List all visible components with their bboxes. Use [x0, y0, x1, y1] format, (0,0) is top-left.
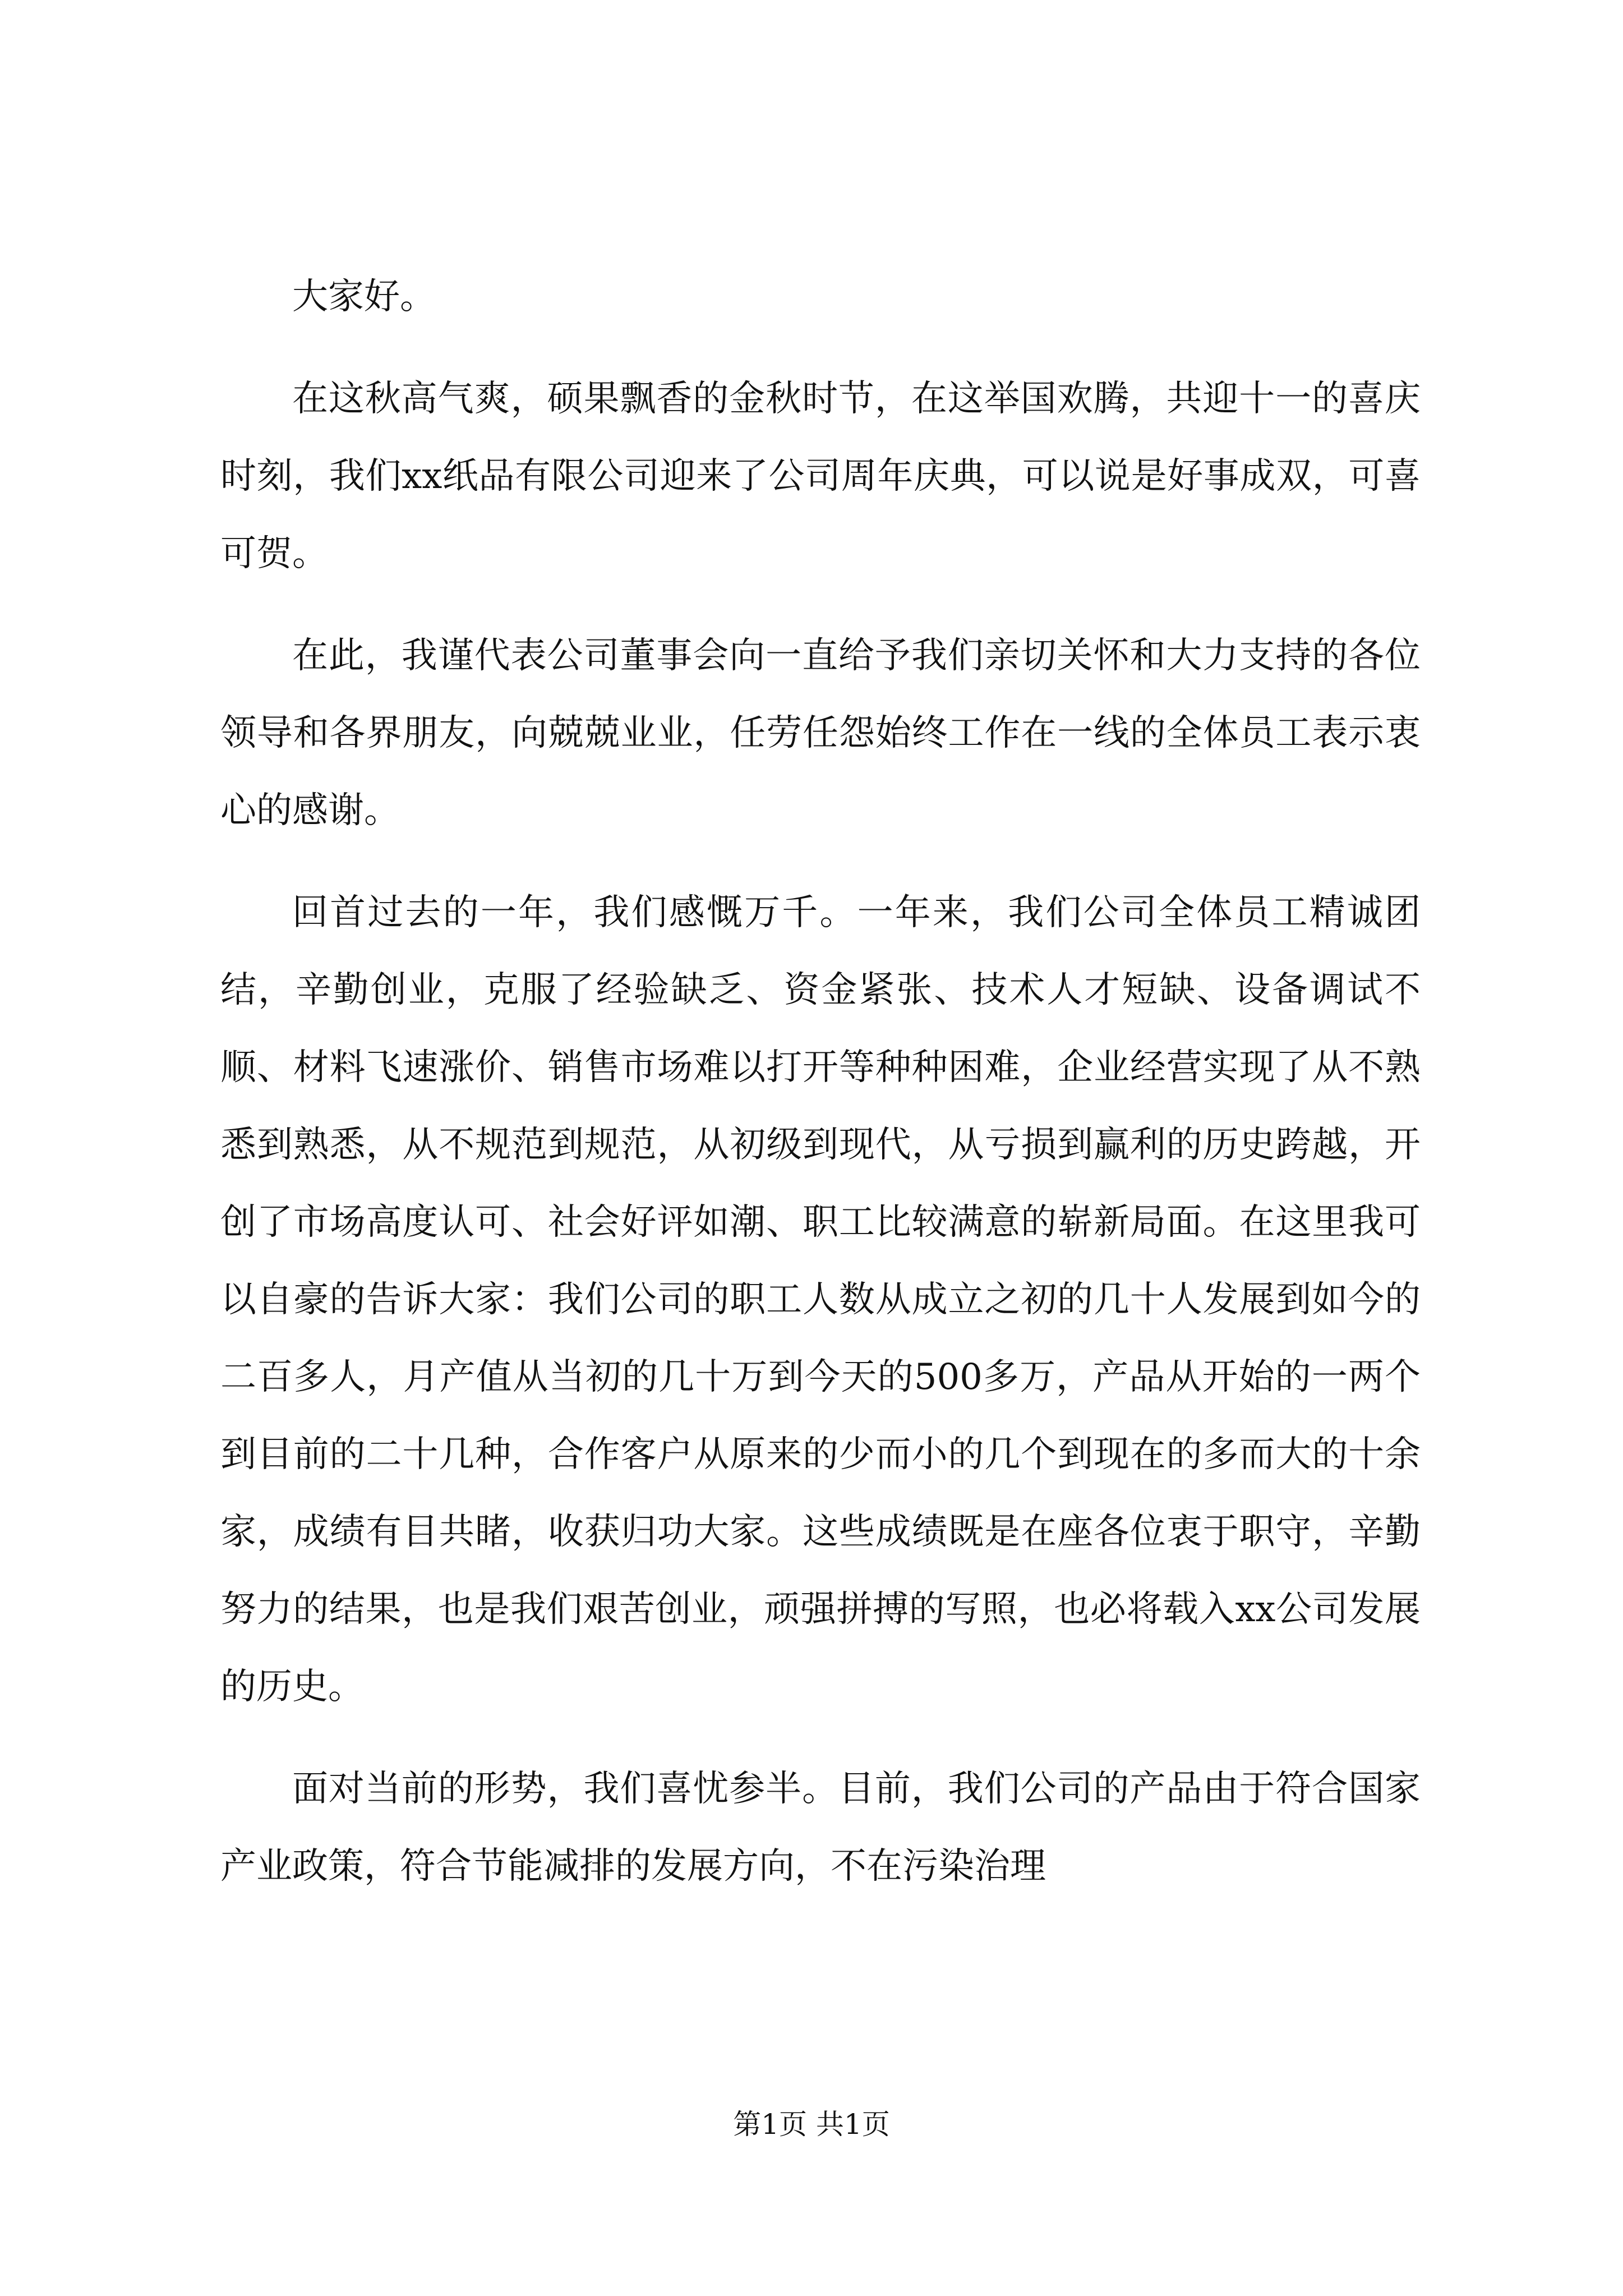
paragraph-situation: 面对当前的形势，我们喜忧参半。目前，我们公司的产品由于符合国家产业政策，符合节能减排的发展方向，不在污染治理: [220, 1768, 1421, 1887]
paragraph-thanks: 在此，我谨代表公司董事会向一直给予我们亲切关怀和大力支持的各位领导和各界朋友，向兢兢业业，任劳任怨始终工作在一线的全体员工表示衷心的感谢。: [220, 635, 1421, 831]
document-body: [220, 258, 1421, 1930]
paragraph-review: 回首过去的一年，我们感慨万千。一年来，我们公司全体员工精诚团结，辛勤创业，克服了经验缺乏、资金紧张、技术人才短缺、设备调试不顺、材料飞速涨价、销售市场难以打开等种种困难，企业经营实现了从不熟悉到熟悉，从不规范到规范，从初级到现代，从亏损到赢利的历史跨越，开创了市场高度认可、社会好评如潮、职工比较满意的崭新局面。在这里我可以自豪的告诉大家：我们公司的职工人数从成立之初的几十人发展到如今的二百多人，月产值从当初的几十万到今天的500多万，产品从开始的一两个到目前的二十几种，合作客户从原来的少而小的几个到现在的多而大的十余家，成绩有目共睹，收获归功大家。这些成绩既是在座各位衷于职守，辛勤努力的结果，也是我们艰苦创业，顽强拼搏的写照，也必将载入xx公司发展的历史。: [220, 892, 1421, 1708]
paragraph-greeting: 大家好。: [292, 276, 436, 318]
page-footer: 第1页 共1页: [733, 2108, 890, 2141]
paragraph-anniversary: 在这秋高气爽，硕果飘香的金秋时节，在这举国欢腾，共迎十一的喜庆时刻，我们xx纸品有限公司迎来了公司周年庆典，可以说是好事成双，可喜可贺。: [220, 378, 1421, 574]
